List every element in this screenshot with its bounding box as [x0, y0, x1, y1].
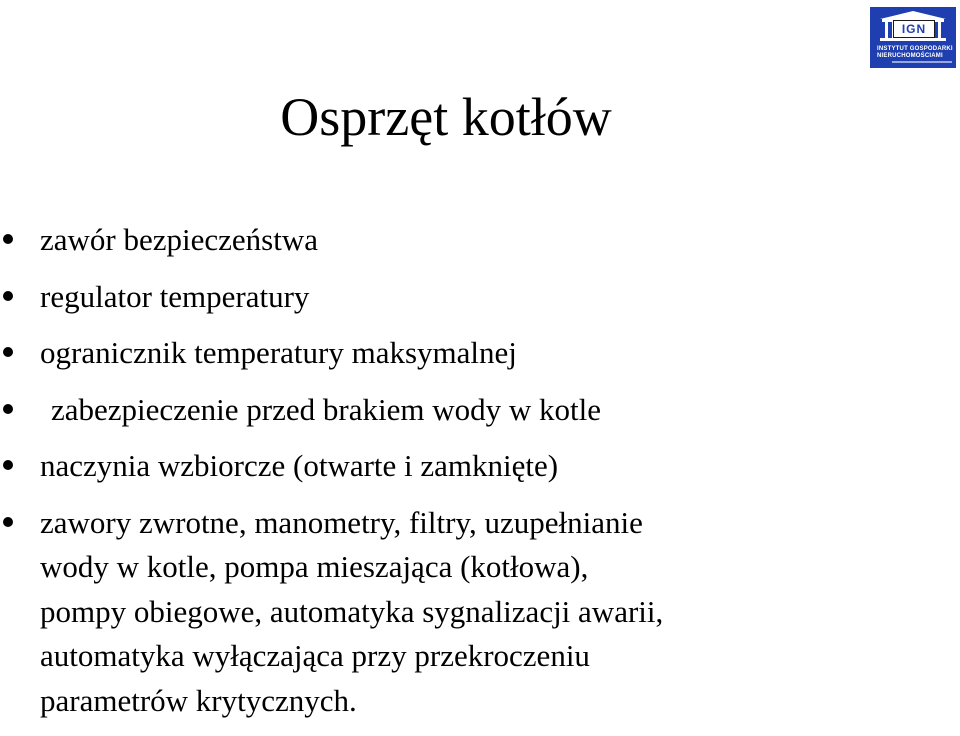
logo-mark: IGN: [893, 20, 935, 38]
logo-url-line: [892, 61, 952, 63]
list-item: [0, 275, 960, 319]
bullet-list: [0, 218, 960, 736]
bullet-text-line: zawory zwrotne, manometry, filtry, uzupełnianie: [40, 504, 643, 540]
bullet-text: zabezpieczenie przed brakiem wody w kotle: [51, 391, 601, 427]
list-item: [0, 444, 960, 488]
bullet-icon: [3, 460, 13, 470]
slide-title: Osprzęt kotłów: [280, 87, 612, 147]
list-item: [0, 501, 960, 724]
list-item: [0, 388, 960, 432]
bullet-text-line: parametrów krytycznych.: [40, 682, 357, 718]
bullet-icon: [3, 517, 13, 527]
bullet-text-line: automatyka wyłączająca przy przekroczeniu: [40, 638, 590, 673]
bullet-text-line: pompy obiegowe, automatyka sygnalizacji awarii,: [40, 593, 664, 629]
bullet-text-line: wody w kotle, pompa mieszająca (kotłowa),: [40, 549, 589, 584]
logo-name-line1: INSTYTUT GOSPODARKI: [877, 46, 953, 52]
bullet-icon: [3, 234, 13, 244]
list-item: [0, 331, 960, 375]
logo-name-line2: NIERUCHOMOŚCIAMI: [877, 53, 943, 59]
logo-name: [877, 46, 953, 60]
bullet-icon: [3, 291, 13, 301]
bullet-text: zawór bezpieczeństwa: [40, 222, 318, 257]
list-item: [0, 218, 960, 262]
ign-logo: [870, 7, 956, 68]
bullet-text: naczynia wzbiorcze (otwarte i zamknięte): [40, 448, 559, 483]
bullet-text: regulator temperatury: [40, 278, 310, 314]
bullet-icon: [3, 404, 13, 414]
bullet-text: ogranicznik temperatury maksymalnej: [40, 335, 517, 370]
bullet-icon: [3, 347, 13, 357]
